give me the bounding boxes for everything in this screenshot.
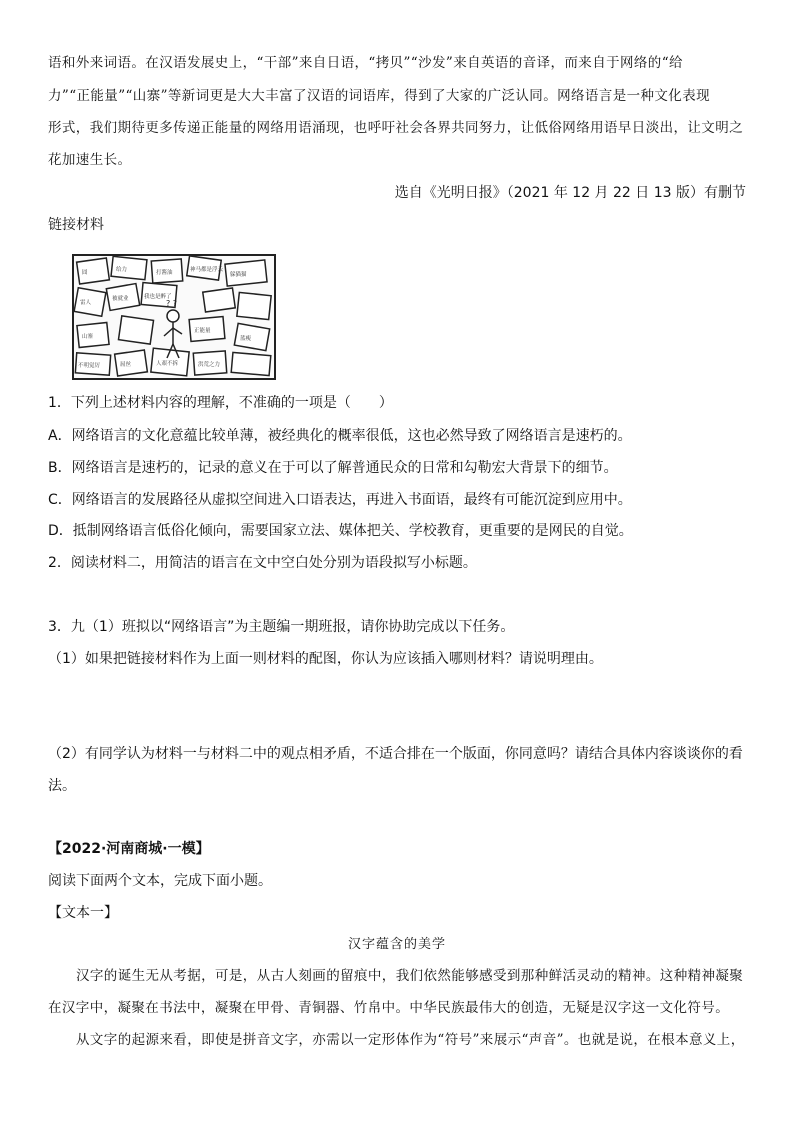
cartoon-label-15: 洪荒之力: [198, 362, 221, 368]
cartoon-label-12: 屌丝: [120, 362, 132, 368]
cartoon-label-13: 正能量: [194, 328, 211, 334]
text-one-label: 【文本一】: [48, 905, 118, 921]
material-line-4: 花加速生长。: [48, 152, 132, 168]
cartoon-label-5: 躲猫猫: [230, 272, 247, 278]
article-para-1-line-1: 汉字的诞生无从考据，可是，从古人刻画的留痕中，我们依然能够感受到那种鲜活灵动的精神。这种精神凝聚: [76, 968, 744, 984]
cartoon-label-7: 被就业: [112, 296, 129, 302]
cartoon-label-6: 雷人: [80, 300, 92, 306]
option-b: B．网络语言是速朽的，记录的意义在于可以了解普通民众的日常和勾勒宏大背景下的细节。: [48, 460, 618, 476]
question-3-2-line-1: （2）有同学认为材料一与材料二中的观点相矛盾，不适合排在一个版面，你同意吗？请结合具体内容谈谈你的看: [48, 746, 743, 762]
cartoon-label-11: 人艰不拆: [156, 361, 179, 367]
question-3-2-line-2: 法。: [48, 778, 76, 794]
option-a: A．网络语言的文化意蕴比较单薄，被经典化的概率很低，这也必然导致了网络语言是速朽的。: [48, 428, 632, 444]
cartoon-label-10: 不明觉厉: [78, 363, 101, 369]
material-line-2: 力”“正能量”“山寨”等新词更是大大丰富了汉语的词语库，得到了大家的广泛认同。网络语言是一种文化表现: [48, 88, 711, 104]
article-para-2-line-1: 从文字的起源来看，即使是拼音文字，亦需以一定形体作为“符号”来展示“声音”。也就是说，在根本意义上，: [76, 1032, 745, 1048]
cartoon-label-3: 打酱油: [156, 270, 173, 276]
section-instruction: 阅读下面两个文本，完成下面小题。: [48, 873, 272, 889]
material-line-3: 形式，我们期待更多传递正能量的网络用语涌现，也呼吁社会各界共同努力，让低俗网络用语早日淡出，让文明之: [48, 120, 743, 136]
cartoon-label-4: 神马都是浮云: [190, 267, 224, 273]
question-3: 3．九（1）班拟以“网络语言”为主题编一期班报，请你协助完成以下任务。: [48, 619, 515, 635]
cartoon-label-9: 山寨: [82, 334, 94, 340]
cartoon-image: [72, 254, 276, 380]
option-d: D．抵制网络语言低俗化倾向，需要国家立法、媒体把关、学校教育，更重要的是网民的自觉。: [48, 523, 633, 539]
question-2: 2．阅读材料二，用简洁的语言在文中空白处分别为语段拟写小标题。: [48, 555, 477, 571]
cartoon-label-2: 给力: [116, 267, 128, 273]
article-title: 汉字蕴含的美学: [347, 937, 446, 952]
svg-text:? ?: ? ?: [166, 299, 178, 308]
question-1: 1．下列上述材料内容的理解，不准确的一项是（ ）: [48, 395, 393, 411]
question-3-1: （1）如果把链接材料作为上面一则材料的配图，你认为应该插入哪则材料？请说明理由。: [48, 651, 603, 667]
material-line-1: 语和外来词语。在汉语发展史上，“干部”来自日语，“拷贝”“沙发”来自英语的音译，而来自于网络的“给: [48, 55, 683, 71]
link-material-label: 链接材料: [48, 217, 104, 233]
article-para-1-line-2: 在汉字中，凝聚在书法中，凝聚在甲骨、青铜器、竹帛中。中华民族最伟大的创造，无疑是汉字这一文化符号。: [48, 1000, 730, 1016]
cartoon-label-8: 我也是醉了: [144, 294, 172, 300]
cartoon-label-1: 囧: [82, 270, 88, 276]
section-header: 【2022·河南商城·一模】: [48, 841, 210, 857]
option-c: C．网络语言的发展路径从虚拟空间进入口语表达，再进入书面语，最终有可能沉淀到应用中。: [48, 492, 632, 508]
cartoon-label-14: 蓝瘦: [240, 336, 252, 342]
source-note: 选自《光明日报》（2021 年 12 月 22 日 13 版）有删节: [394, 185, 746, 201]
